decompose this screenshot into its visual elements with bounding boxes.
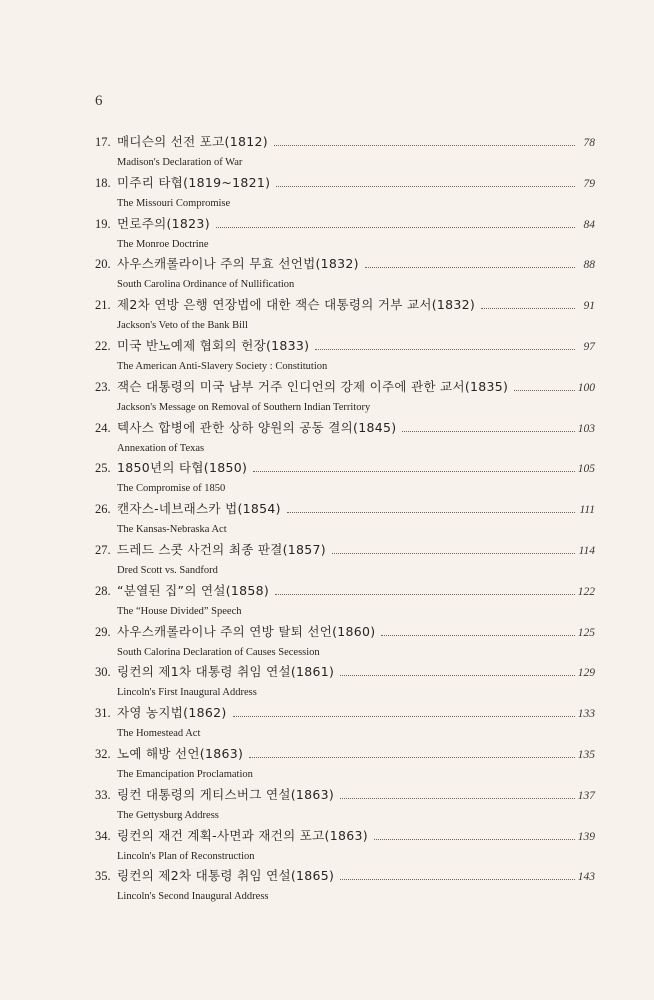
toc-entry-korean-line (95, 662, 595, 682)
toc-entry-korean-line (95, 622, 595, 642)
entry-title-korean: 드레드 스콧 사건의 최종 판결(1857) (117, 541, 326, 557)
entry-title-english: Jackson's Message on Removal of Southern Indian Territory (117, 401, 371, 413)
entry-title-korean: 캔자스-네브래스카 법(1854) (117, 501, 281, 517)
toc-entry (95, 418, 595, 459)
entry-number: 35. (95, 869, 111, 884)
dot-leader (340, 879, 575, 880)
entry-page-number: 139 (577, 830, 595, 843)
toc-entry (95, 173, 595, 214)
entry-title-korean: 잭슨 대통령의 미국 남부 거주 인디언의 강제 이주에 관한 교서(1835) (117, 378, 509, 394)
toc-entry-korean-line (95, 540, 595, 560)
dot-leader (381, 635, 575, 636)
page-number: 6 (95, 93, 103, 109)
dot-leader (340, 675, 575, 676)
toc-entry-korean-line (95, 418, 595, 438)
dot-leader (402, 431, 575, 432)
entry-title-korean: 제2차 연방 은행 연장법에 대한 잭슨 대통령의 거부 교서(1832) (117, 297, 476, 313)
entry-number: 18. (95, 175, 111, 190)
entry-page-number: 137 (577, 789, 595, 802)
entry-number: 30. (95, 665, 111, 680)
entry-number: 23. (95, 379, 111, 394)
entry-title-korean: 사우스캐롤라이나 주의 연방 탈퇴 선언(1860) (117, 623, 376, 639)
entry-page-number: 84 (583, 218, 595, 231)
entry-title-english: The Emancipation Proclamation (117, 768, 253, 780)
entry-page-number: 103 (577, 422, 595, 435)
entry-title-english: Madison's Declaration of War (117, 157, 243, 168)
toc-entry-korean-line (95, 866, 595, 886)
toc-entry (95, 622, 595, 663)
entry-number: 33. (95, 787, 111, 802)
entry-title-korean: 링컨 대통령의 게티스버그 연설(1863) (117, 786, 335, 802)
dot-leader (287, 512, 575, 513)
toc-entry (95, 866, 595, 907)
entry-title-korean: 매디슨의 선전 포고(1812) (117, 134, 268, 149)
toc-entry-korean-line (95, 499, 595, 519)
entry-number: 19. (95, 216, 111, 231)
entry-title-english: Lincoln's Plan of Reconstruction (117, 850, 255, 862)
dot-leader (216, 227, 575, 228)
table-of-contents (95, 132, 595, 907)
entry-title-english: Lincoln's Second Inaugural Address (117, 891, 269, 903)
dot-leader (514, 390, 575, 391)
entry-page-number: 122 (577, 585, 595, 598)
toc-entry-korean-line (95, 458, 595, 478)
entry-number: 24. (95, 420, 111, 435)
entry-title-english: Dred Scott vs. Sandford (117, 564, 218, 576)
entry-number: 29. (95, 624, 111, 639)
entry-title-korean: 링컨의 제2차 대통령 취임 연설(1865) (117, 868, 335, 884)
toc-entry-korean-line (95, 214, 595, 234)
toc-entry-korean-line (95, 336, 595, 356)
entry-title-english: Annexation of Texas (117, 442, 205, 454)
entry-number: 32. (95, 746, 111, 761)
entry-number: 34. (95, 828, 111, 843)
entry-number: 26. (95, 502, 111, 517)
dot-leader (253, 471, 575, 472)
entry-title-korean: 텍사스 합병에 관한 상하 양원의 공동 결의(1845) (117, 419, 397, 435)
entry-title-english: The “House Divided” Speech (117, 605, 242, 617)
entry-number: 31. (95, 706, 111, 721)
entry-page-number: 143 (577, 871, 595, 884)
toc-entry (95, 662, 595, 703)
entry-page-number: 114 (578, 544, 595, 557)
entry-title-english: The Compromise of 1850 (117, 483, 226, 495)
entry-number: 28. (95, 583, 111, 598)
toc-entry (95, 540, 595, 581)
toc-entry (95, 295, 595, 336)
entry-title-english: The Kansas-Nebraska Act (117, 524, 227, 536)
toc-entry (95, 785, 595, 826)
entry-title-korean: 1850년의 타협(1850) (117, 460, 248, 476)
dot-leader (481, 308, 575, 309)
toc-entry (95, 336, 595, 377)
toc-entry (95, 377, 595, 418)
toc-entry (95, 132, 595, 173)
toc-entry-korean-line (95, 295, 595, 315)
toc-entry-korean-line (95, 744, 595, 764)
entry-title-korean: 미주리 타협(1819~1821) (117, 174, 271, 190)
entry-title-korean: “분열된 집”의 연설(1858) (117, 582, 270, 598)
toc-entry (95, 458, 595, 499)
entry-number: 17. (95, 135, 111, 149)
entry-page-number: 105 (577, 463, 595, 476)
entry-title-korean: 사우스캐롤라이나 주의 무효 선언법(1832) (117, 256, 359, 272)
entry-page-number: 97 (583, 340, 595, 353)
dot-leader (340, 798, 575, 799)
toc-entry-korean-line (95, 703, 595, 723)
entry-page-number: 91 (583, 300, 595, 313)
dot-leader (365, 267, 575, 268)
dot-leader (274, 145, 575, 146)
dot-leader (249, 757, 575, 758)
entry-title-korean: 먼로주의(1823) (117, 215, 210, 231)
entry-page-number: 125 (577, 626, 595, 639)
entry-page-number: 100 (577, 381, 595, 394)
entry-page-number: 133 (577, 708, 595, 721)
toc-entry-korean-line (95, 826, 595, 846)
toc-entry (95, 214, 595, 255)
entry-title-english: The American Anti-Slavery Society : Constitution (117, 360, 328, 372)
entry-title-korean: 노예 해방 선언(1863) (117, 745, 244, 761)
entry-page-number: 79 (583, 177, 595, 190)
entry-number: 20. (95, 257, 111, 272)
entry-page-number: 129 (577, 667, 595, 680)
toc-entry (95, 826, 595, 867)
entry-page-number: 78 (583, 137, 595, 149)
entry-title-korean: 링컨의 재건 계획-사면과 재건의 포고(1863) (117, 827, 368, 843)
dot-leader (332, 553, 575, 554)
toc-entry-korean-line (95, 581, 595, 601)
toc-entry-korean-line (95, 132, 595, 152)
entry-number: 22. (95, 338, 111, 353)
toc-entry-korean-line (95, 254, 595, 274)
toc-entry (95, 744, 595, 785)
entry-number: 25. (95, 461, 111, 476)
entry-title-english: South Calorina Declaration of Causes Secession (117, 646, 320, 658)
entry-page-number: 111 (579, 504, 595, 517)
entry-title-english: The Homestead Act (117, 728, 201, 740)
toc-entry-korean-line (95, 377, 595, 397)
entry-page-number: 88 (583, 259, 595, 272)
entry-title-english: South Carolina Ordinance of Nullification (117, 279, 295, 291)
entry-title-korean: 자영 농지법(1862) (117, 705, 227, 721)
toc-entry-korean-line (95, 173, 595, 193)
entry-title-english: The Missouri Compromise (117, 197, 231, 209)
entry-page-number: 135 (577, 748, 595, 761)
entry-title-korean: 미국 반노예제 협회의 헌장(1833) (117, 337, 310, 353)
dot-leader (276, 186, 575, 187)
toc-entry (95, 254, 595, 295)
entry-number: 21. (95, 298, 111, 313)
toc-entry-korean-line (95, 785, 595, 805)
entry-title-korean: 링컨의 제1차 대통령 취임 연설(1861) (117, 664, 335, 680)
toc-entry (95, 581, 595, 622)
entry-title-english: The Gettysburg Address (117, 809, 219, 821)
entry-title-english: The Monroe Doctrine (117, 238, 209, 250)
toc-entry (95, 703, 595, 744)
dot-leader (315, 349, 575, 350)
dot-leader (374, 839, 575, 840)
toc-entry (95, 499, 595, 540)
dot-leader (275, 594, 575, 595)
entry-title-english: Lincoln's First Inaugural Address (117, 687, 257, 699)
entry-number: 27. (95, 542, 111, 557)
entry-title-english: Jackson's Veto of the Bank Bill (117, 320, 248, 332)
dot-leader (233, 716, 575, 717)
